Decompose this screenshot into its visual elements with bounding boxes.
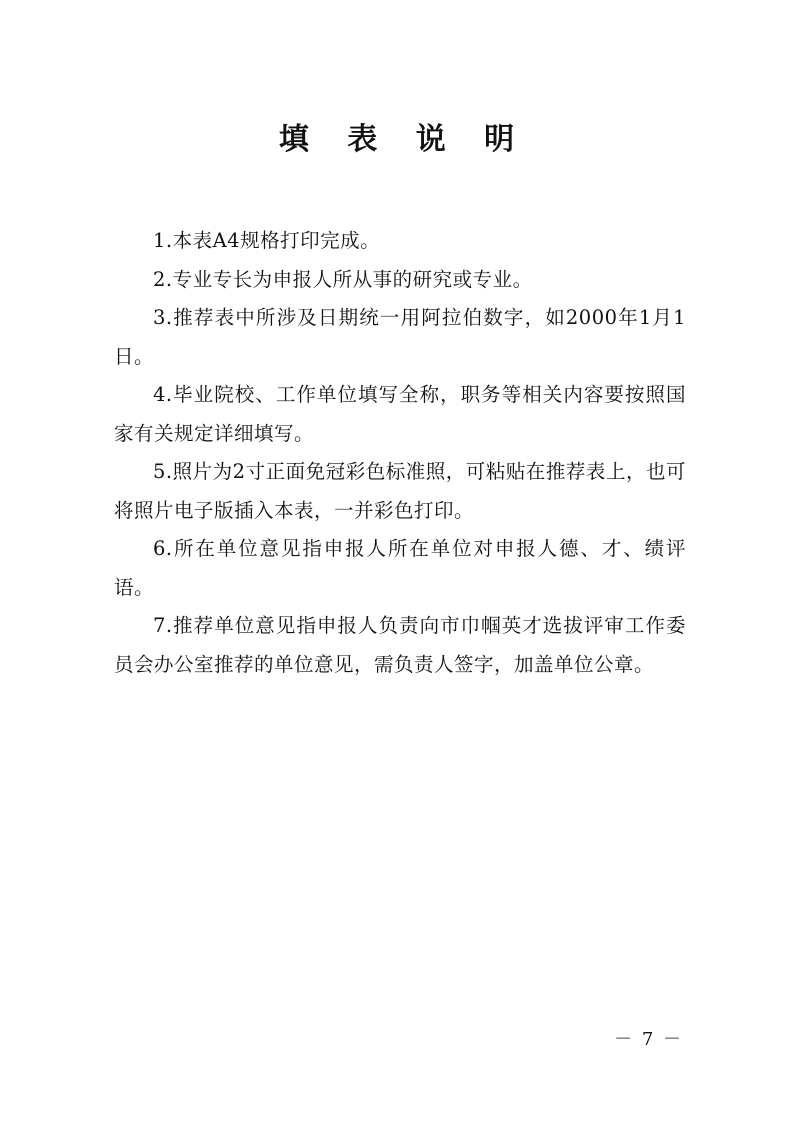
instruction-item-5: 5.照片为2寸正面免冠彩色标准照，可粘贴在推荐表上，也可将照片电子版插入本表，一并彩色打印。 [114,460,686,522]
instruction-item-1: 1.本表A4规格打印完成。 [153,229,381,252]
instruction-item-6: 6.所在单位意见指申报人所在单位对申报人德、才、绩评语。 [114,537,686,599]
page-title: 填 表 说 明 [278,122,529,157]
instruction-item-4: 4.毕业院校、工作单位填写全称，职务等相关内容要按照国家有关规定详细填写。 [114,383,686,445]
instruction-item-7: 7.推荐单位意见指申报人负责向市巾帼英才选拔评审工作委员会办公室推荐的单位意见，需负责人签字，加盖单位公章。 [114,614,686,676]
instruction-item-3: 3.推荐表中所涉及日期统一用阿拉伯数字，如2000年1月1日。 [114,306,686,368]
instruction-item-2: 2.专业专长为申报人所从事的研究或专业。 [153,267,533,291]
page-number: － 7 － [614,1029,683,1050]
instructions-list [114,222,686,684]
